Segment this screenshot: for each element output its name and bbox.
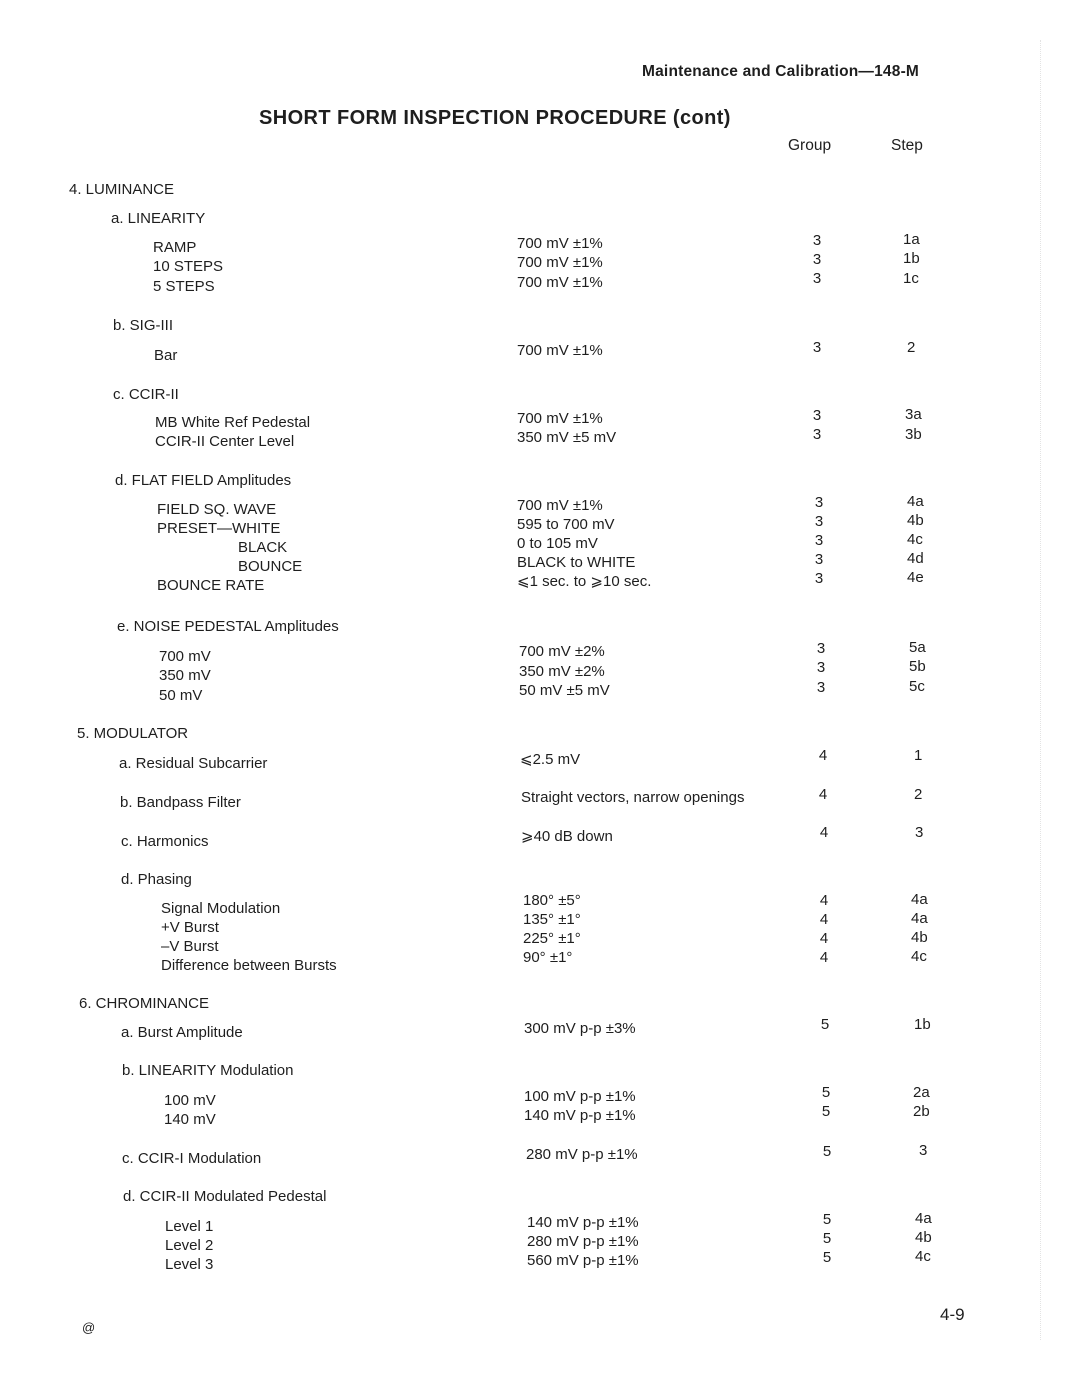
running-head: Maintenance and Calibration—148-M	[642, 63, 920, 80]
item-group: 3	[812, 270, 822, 287]
item-group: 4	[818, 747, 828, 764]
item-group: 3	[816, 659, 826, 676]
item-value: 180° ±5°	[523, 892, 581, 909]
item-label: b. Bandpass Filter	[120, 794, 241, 811]
item-label: +V Burst	[161, 919, 219, 936]
item-value: ⩾40 dB down	[521, 828, 613, 845]
item-value: 350 mV ±2%	[519, 663, 605, 680]
item-group: 4	[819, 949, 829, 966]
item-label: PRESET—WHITE	[157, 520, 281, 537]
item-value: 700 mV ±1%	[517, 410, 603, 427]
item-label: 350 mV	[159, 667, 211, 684]
item-group: 4	[818, 786, 828, 803]
item-group: 5	[820, 1016, 830, 1033]
subsection-heading: d. CCIR-II Modulated Pedestal	[123, 1188, 327, 1205]
item-label: 100 mV	[164, 1092, 216, 1109]
item-step: 2	[907, 339, 916, 356]
page-title: SHORT FORM INSPECTION PROCEDURE (cont)	[259, 107, 731, 129]
item-group: 3	[816, 640, 826, 657]
item-step: 5b	[909, 658, 926, 675]
item-value: 700 mV ±1%	[517, 254, 603, 271]
item-step: 4b	[915, 1229, 932, 1246]
item-value: 140 mV p-p ±1%	[524, 1107, 636, 1124]
item-label: CCIR-II Center Level	[155, 433, 295, 450]
item-group: 4	[819, 824, 829, 841]
item-label: Level 3	[165, 1256, 214, 1273]
item-step: 3a	[905, 406, 922, 423]
item-step: 3b	[905, 426, 922, 443]
item-step: 2b	[913, 1103, 930, 1120]
item-value: 560 mV p-p ±1%	[527, 1252, 639, 1269]
item-group: 4	[819, 930, 829, 947]
item-step: 4a	[907, 493, 924, 510]
item-value: 595 to 700 mV	[517, 516, 615, 533]
item-step: 4c	[911, 948, 927, 965]
item-group: 3	[814, 494, 824, 511]
subsection-heading: b. SIG-III	[113, 317, 174, 334]
item-label: 10 STEPS	[153, 258, 224, 275]
subsection-heading: d. FLAT FIELD Amplitudes	[115, 472, 292, 489]
item-value: 700 mV ±1%	[517, 274, 603, 291]
item-value: 90° ±1°	[523, 949, 573, 966]
item-group: 3	[812, 251, 822, 268]
item-step: 1b	[903, 250, 920, 267]
subsection-heading: c. CCIR-II	[113, 386, 179, 403]
item-label: BOUNCE	[238, 558, 303, 575]
scan-edge-mark	[1040, 40, 1043, 1340]
section-heading-chrominance: 6. CHROMINANCE	[79, 995, 210, 1012]
item-label: –V Burst	[161, 938, 219, 955]
item-label: c. CCIR-I Modulation	[122, 1150, 262, 1167]
item-value: 50 mV ±5 mV	[519, 682, 610, 699]
item-step: 4e	[907, 569, 924, 586]
item-step: 3	[915, 824, 924, 841]
item-step: 4d	[907, 550, 924, 567]
item-value: BLACK to WHITE	[517, 554, 636, 571]
item-value: 280 mV p-p ±1%	[526, 1146, 638, 1163]
item-step: 1	[914, 747, 923, 764]
subsection-heading: e. NOISE PEDESTAL Amplitudes	[117, 618, 339, 635]
item-label: 5 STEPS	[153, 278, 215, 295]
item-step: 4a	[911, 891, 928, 908]
item-value: 140 mV p-p ±1%	[527, 1214, 639, 1231]
item-value: Straight vectors, narrow openings	[521, 789, 745, 806]
item-label: Bar	[154, 347, 178, 364]
item-group: 5	[822, 1211, 832, 1228]
item-label: Level 2	[165, 1237, 214, 1254]
item-step: 2a	[913, 1084, 930, 1101]
item-value: 0 to 105 mV	[517, 535, 598, 552]
subsection-heading: b. LINEARITY Modulation	[122, 1062, 294, 1079]
item-group: 4	[819, 892, 829, 909]
section-heading-modulator: 5. MODULATOR	[77, 725, 189, 742]
item-step: 1a	[903, 231, 920, 248]
subsection-heading: a. LINEARITY	[111, 210, 206, 227]
item-group: 3	[814, 513, 824, 530]
item-group: 5	[821, 1084, 831, 1101]
item-group: 3	[812, 339, 822, 356]
item-value: 280 mV p-p ±1%	[527, 1233, 639, 1250]
item-value: 300 mV p-p ±3%	[524, 1020, 636, 1037]
footer-symbol: @	[82, 1320, 96, 1335]
item-label: BOUNCE RATE	[157, 577, 265, 594]
subsection-heading: d. Phasing	[121, 871, 192, 888]
item-group: 3	[814, 551, 824, 568]
item-step: 4c	[907, 531, 923, 548]
item-step: 4a	[911, 910, 928, 927]
item-label: Difference between Bursts	[161, 957, 337, 974]
item-value: 700 mV ±1%	[517, 235, 603, 252]
item-value: 350 mV ±5 mV	[517, 429, 617, 446]
item-group: 3	[812, 407, 822, 424]
item-label: a. Residual Subcarrier	[119, 755, 268, 772]
item-group: 3	[812, 426, 822, 443]
item-label: FIELD SQ. WAVE	[157, 501, 277, 518]
item-label: 700 mV	[159, 648, 211, 665]
item-step: 4b	[911, 929, 928, 946]
item-label: BLACK	[238, 539, 288, 556]
item-label: MB White Ref Pedestal	[155, 414, 311, 431]
item-group: 5	[822, 1143, 832, 1160]
item-value: ⩽2.5 mV	[520, 751, 581, 768]
item-step: 1c	[903, 270, 919, 287]
item-step: 4b	[907, 512, 924, 529]
item-label: RAMP	[153, 239, 197, 256]
item-label: a. Burst Amplitude	[121, 1024, 243, 1041]
item-group: 3	[816, 679, 826, 696]
item-step: 4a	[915, 1210, 932, 1227]
column-header-group: Group	[788, 137, 832, 154]
page-number: 4-9	[940, 1305, 965, 1324]
item-group: 3	[814, 532, 824, 549]
item-label: Level 1	[165, 1218, 214, 1235]
item-label: 140 mV	[164, 1111, 216, 1128]
section-heading-luminance: 4. LUMINANCE	[69, 181, 175, 198]
item-step: 3	[919, 1142, 928, 1159]
item-label: Signal Modulation	[161, 900, 281, 917]
item-value: 135° ±1°	[523, 911, 581, 928]
item-label: c. Harmonics	[121, 833, 209, 850]
item-group: 5	[822, 1249, 832, 1266]
item-group: 5	[821, 1103, 831, 1120]
item-group: 4	[819, 911, 829, 928]
item-step: 1b	[914, 1016, 931, 1033]
item-step: 5a	[909, 639, 926, 656]
item-value: ⩽1 sec. to ⩾10 sec.	[517, 573, 652, 590]
item-value: 225° ±1°	[523, 930, 581, 947]
item-value: 700 mV ±1%	[517, 342, 603, 359]
column-header-step: Step	[891, 137, 923, 154]
item-group: 5	[822, 1230, 832, 1247]
item-group: 3	[814, 570, 824, 587]
item-step: 5c	[909, 678, 925, 695]
item-step: 2	[914, 786, 923, 803]
item-value: 100 mV p-p ±1%	[524, 1088, 636, 1105]
item-value: 700 mV ±1%	[517, 497, 603, 514]
item-label: 50 mV	[159, 687, 203, 704]
item-group: 3	[812, 232, 822, 249]
item-step: 4c	[915, 1248, 931, 1265]
item-value: 700 mV ±2%	[519, 643, 605, 660]
